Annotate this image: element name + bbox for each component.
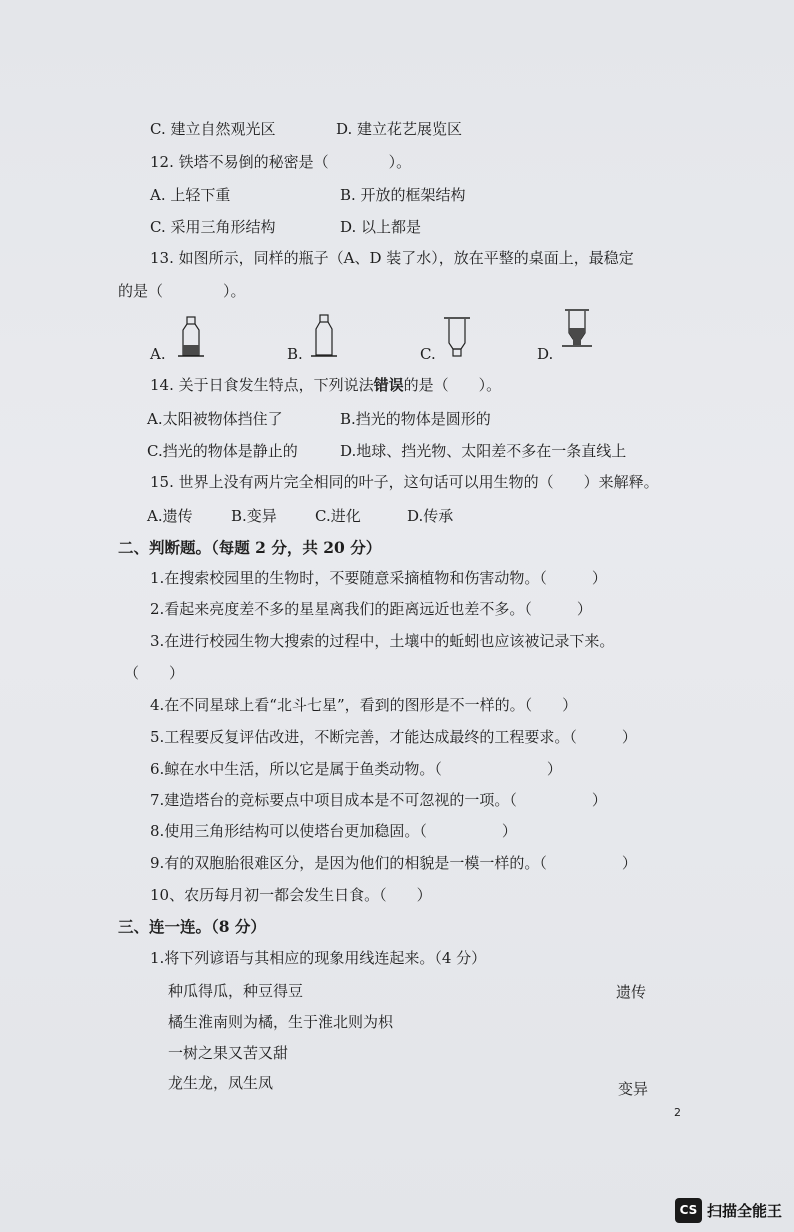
q11-option-d: D. 建立花艺展览区 [336, 120, 463, 138]
judge-item-3-line1: 3.在进行校园生物大搜索的过程中，土壤中的蚯蚓也应该被记录下来。 [150, 632, 615, 650]
q15-option-d: D.传承 [407, 507, 454, 525]
question-12: 12. 铁塔不易倒的秘密是（ ）。 [150, 153, 412, 171]
scanner-watermark [675, 1196, 782, 1224]
section-3-heading: 三、连一连。（8 分） [118, 917, 266, 936]
matching-intro: 1.将下列谚语与其相应的现象用线连起来。（4 分） [150, 949, 487, 967]
proverb-4: 龙生龙，凤生凤 [168, 1074, 274, 1092]
q14-option-b: B.挡光的物体是圆形的 [340, 410, 491, 428]
q12-option-d: D. 以上都是 [340, 218, 422, 236]
phenomenon-heredity: 遗传 [616, 983, 647, 1001]
question-15: 15. 世界上没有两片完全相同的叶子，这句话可以用生物的（ ）来解释。 [150, 473, 659, 491]
q15-option-a: A.遗传 [147, 507, 193, 525]
q13-option-a-label: A. [150, 345, 166, 363]
q14-text-post: 的是（ ）。 [403, 376, 502, 394]
judge-item-6: 6.鲸在水中生活，所以它是属于鱼类动物。（ ） [150, 760, 562, 778]
q14-option-d: D.地球、挡光物、太阳差不多在一条直线上 [340, 442, 627, 460]
bottle-d-icon [562, 308, 592, 354]
q12-option-a: A. 上轻下重 [150, 186, 231, 204]
q15-option-b: B.变异 [231, 507, 277, 525]
q14-emphasis: 错误 [373, 376, 404, 394]
q13-option-c-label: C. [420, 345, 436, 363]
judge-item-1: 1.在搜索校园里的生物时，不要随意采摘植物和伤害动物。（ ） [150, 569, 607, 587]
section-2-heading: 二、判断题。（每题 2 分，共 20 分） [118, 538, 382, 557]
proverb-2: 橘生淮南则为橘，生于淮北则为枳 [168, 1013, 394, 1031]
bottle-c-icon [444, 316, 470, 358]
phenomenon-variation: 变异 [618, 1080, 649, 1098]
q12-option-c: C. 采用三角形结构 [150, 218, 276, 236]
judge-item-2: 2.看起来亮度差不多的星星离我们的距离远近也差不多。（ ） [150, 600, 592, 618]
watermark-text: 扫描全能王 [706, 1201, 782, 1220]
judge-item-7: 7.建造塔台的竞标要点中项目成本是不可忽视的一项。（ ） [150, 791, 607, 809]
proverb-1: 种瓜得瓜，种豆得豆 [168, 982, 304, 1000]
camscanner-logo-icon: CS [675, 1198, 702, 1223]
proverb-3: 一树之果又苦又甜 [168, 1044, 289, 1062]
q14-text-pre: 14. 关于日食发生特点，下列说法 [150, 376, 374, 394]
q13-option-d-label: D. [537, 345, 554, 363]
judge-item-10: 10、农历每月初一都会发生日食。（ ） [150, 886, 432, 904]
page-number: 2 [674, 1106, 681, 1119]
q14-option-c: C.挡光的物体是静止的 [147, 442, 298, 460]
q14-option-a: A.太阳被物体挡住了 [147, 410, 283, 428]
judge-item-9: 9.有的双胞胎很难区分，是因为他们的相貌是一模一样的。（ ） [150, 854, 637, 872]
judge-item-5: 5.工程要反复评估改进，不断完善，才能达成最终的工程要求。（ ） [150, 728, 637, 746]
question-13-line1: 13. 如图所示，同样的瓶子（A、D 装了水），放在平整的桌面上，最稳定 [150, 249, 634, 267]
judge-item-4: 4.在不同星球上看“北斗七星”，看到的图形是不一样的。（ ） [150, 696, 578, 714]
q15-option-c: C.进化 [315, 507, 361, 525]
bottle-b-icon [311, 314, 337, 358]
q12-option-b: B. 开放的框架结构 [340, 186, 466, 204]
bottle-a-icon [178, 316, 204, 358]
question-14 [150, 375, 501, 395]
q11-option-c: C. 建立自然观光区 [150, 120, 276, 138]
q13-option-b-label: B. [287, 345, 303, 363]
judge-item-8: 8.使用三角形结构可以使塔台更加稳固。（ ） [150, 822, 517, 840]
question-13-line2: 的是（ ）。 [118, 282, 246, 300]
judge-item-3-line2: （ ） [124, 664, 185, 682]
